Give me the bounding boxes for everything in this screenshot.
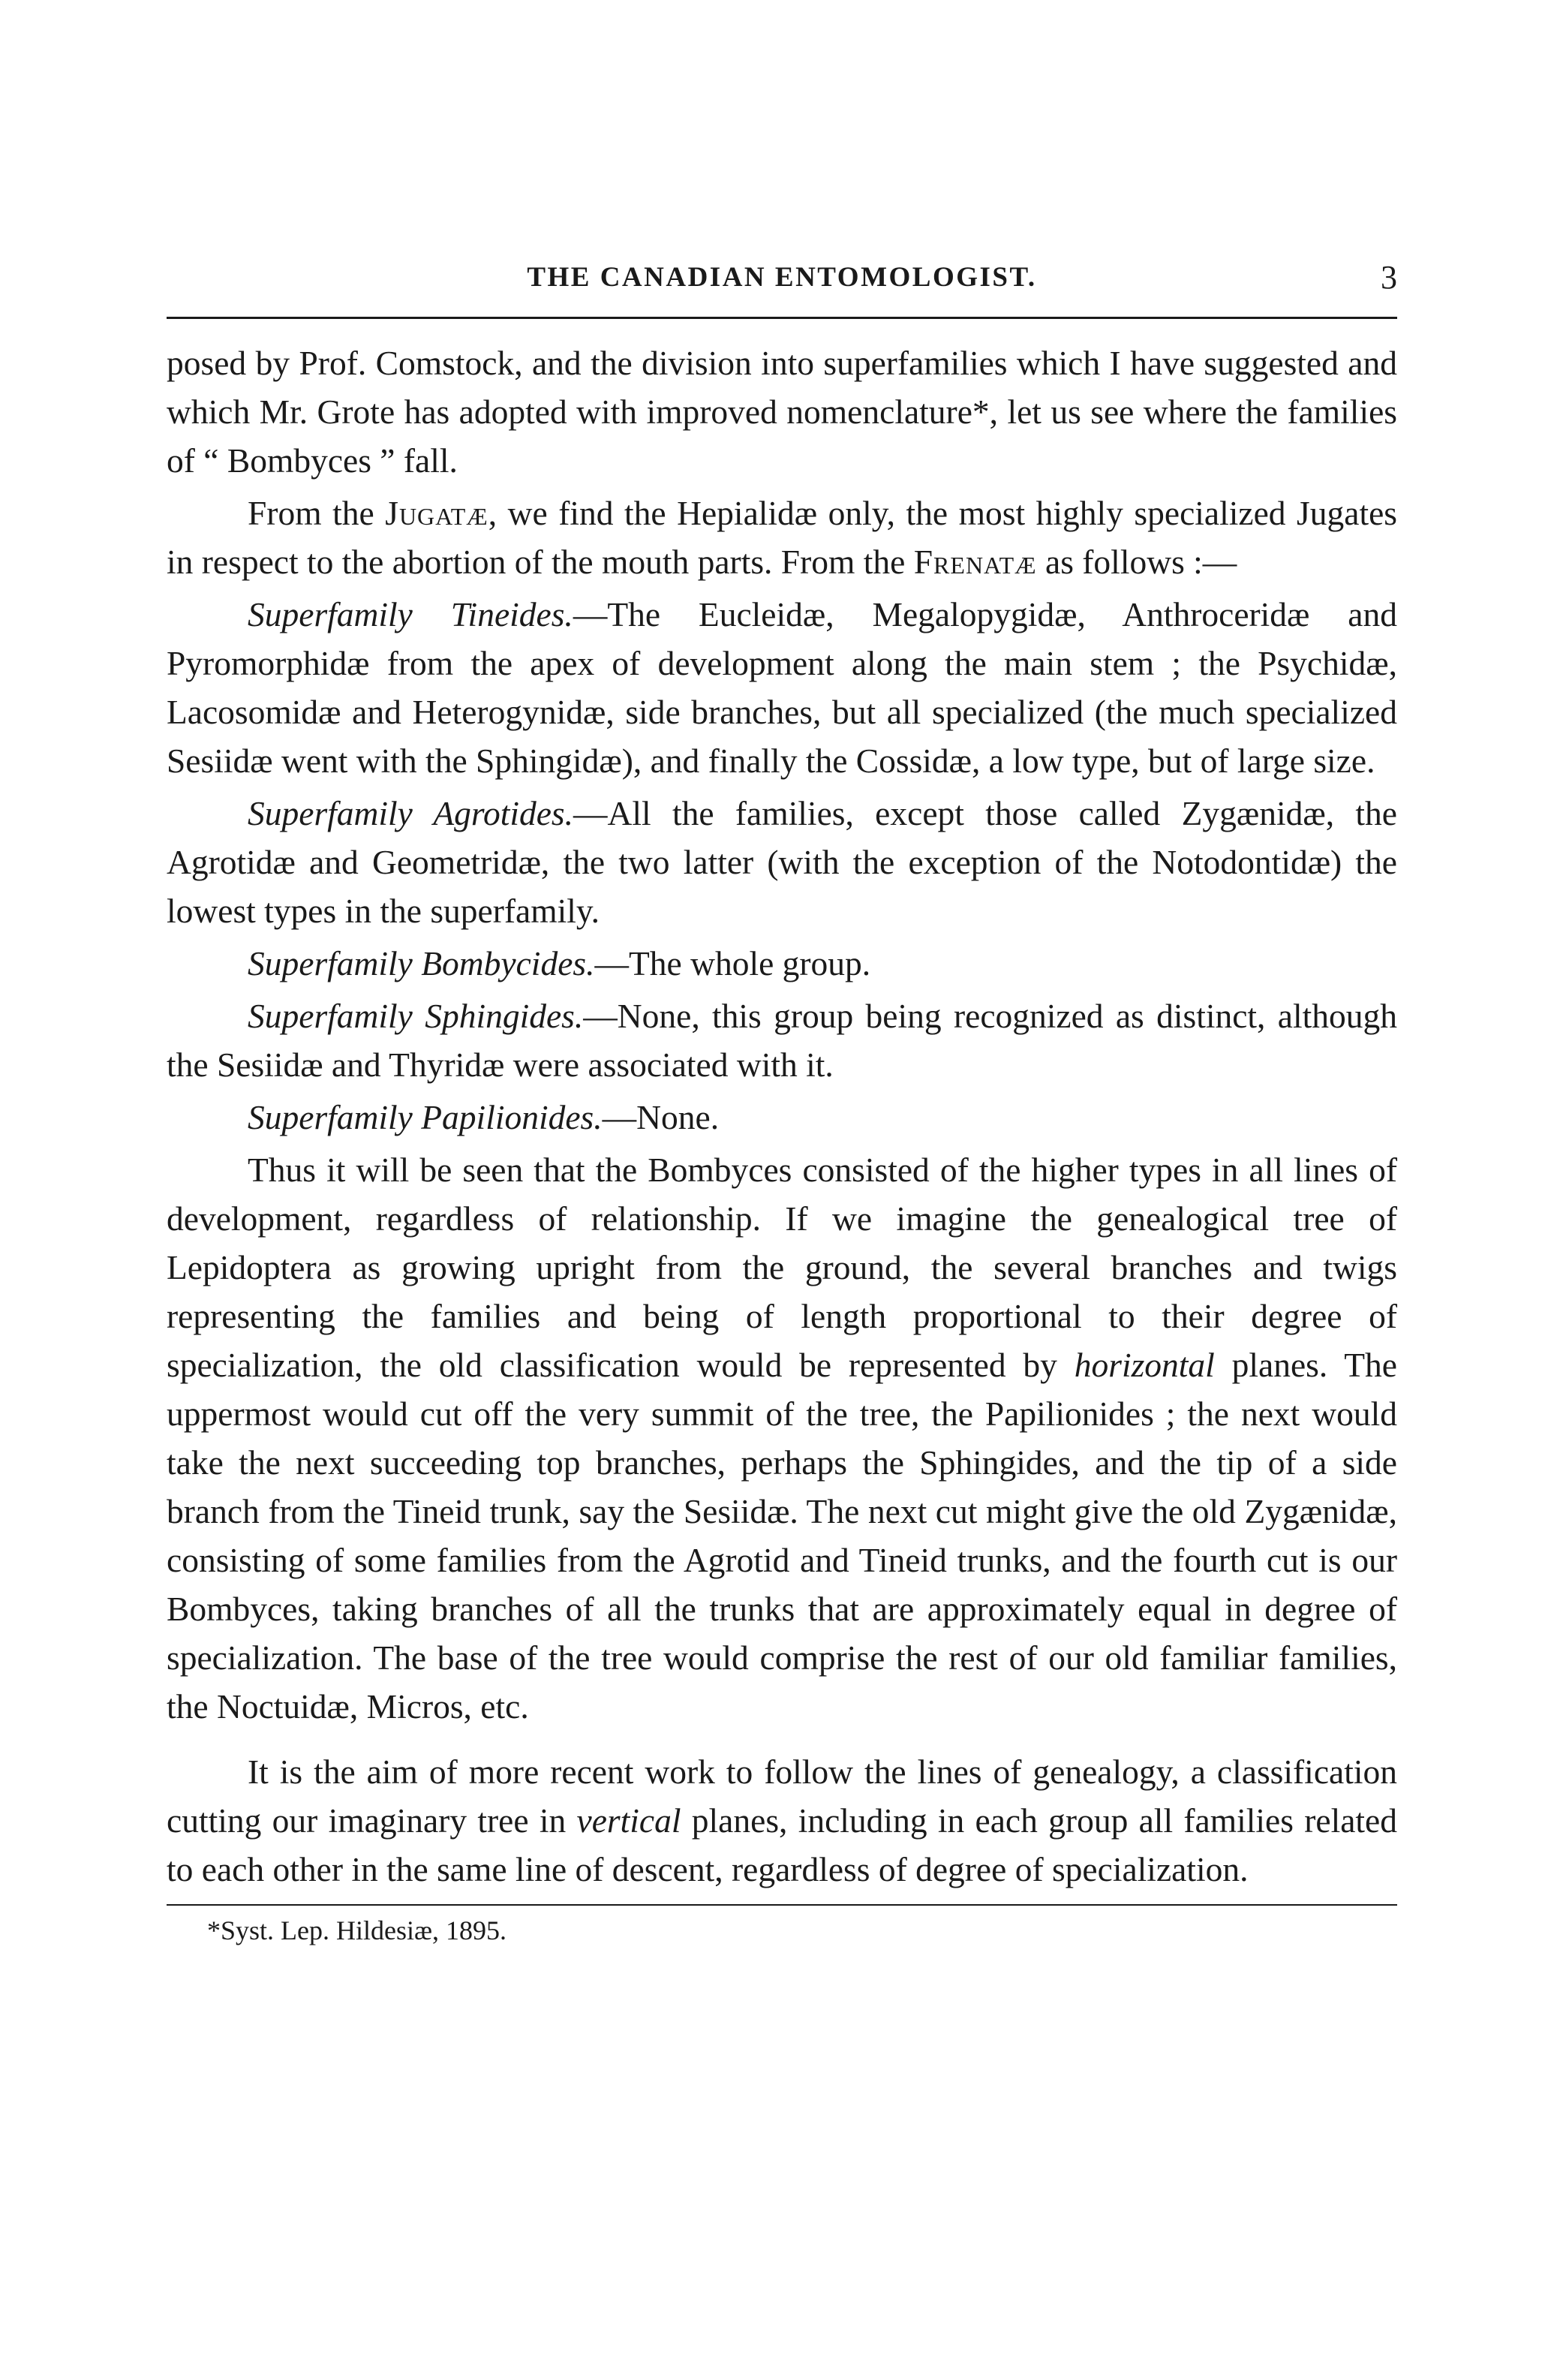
paragraph-thus-part-a: Thus it will be seen that the Bombyces consisted of the higher types in all lines of development, regardless of relationship. If we imagine the genealogical tree of Lepidoptera as growing upright from the ground, the several branches and twigs representing the families and being of length proportional to their degree of specialization, the old classification would be represented by <box>167 1151 1397 1384</box>
running-head <box>167 248 1397 300</box>
paragraph-2-part-a: From the <box>248 494 386 532</box>
papilionides-paragraph <box>167 1093 1397 1142</box>
papilionides-text: —None. <box>602 1098 720 1136</box>
paragraph-aim-part-b: planes, including in each group all families related to each other in the same line of descent, regardless of degree of specialization. <box>167 1801 1397 1888</box>
body-text <box>167 338 1397 1894</box>
jugatae-term: Jugatæ <box>385 494 488 532</box>
paragraph-aim <box>167 1747 1397 1894</box>
agrotides-paragraph <box>167 789 1397 935</box>
papilionides-heading: Superfamily Papilionides. <box>248 1098 603 1136</box>
footnote: *Syst. Lep. Hildesiæ, 1895. <box>207 1915 507 1945</box>
paragraph-thus <box>167 1145 1397 1731</box>
tineides-heading: Superfamily Tineides. <box>248 595 573 633</box>
vertical-term: vertical <box>576 1801 681 1840</box>
frenatae-term: Frenatæ <box>913 543 1037 581</box>
paragraph-1: posed by Prof. Comstock, and the division into superfamilies which I have suggested and which Mr. Grote has adopted with improved nomenclature*, let us see where the families of “ Bombyces ” fall. <box>167 344 1397 480</box>
agrotides-text: —All the families, except those called Zygænidæ, the Agrotidæ and Geometridæ, the two latter (with the exception of the Notodontidæ) the lowest types in the superfamily. <box>167 794 1397 930</box>
agrotides-heading: Superfamily Agrotides. <box>248 794 574 832</box>
tineides-text: —The Eucleidæ, Megalopygidæ, Anthroceridæ and Pyromorphidæ from the apex of development along the main stem ; the Psychidæ, Lacosomidæ and Heterogynidæ, side branches, but all specialized (the much specialized Sesiidæ went with the Sphingidæ), and finally the Cossidæ, a low type, but of large size. <box>167 595 1397 780</box>
tineides-paragraph <box>167 590 1397 785</box>
paragraph-thus-part-b: planes. The uppermost would cut off the very summit of the tree, the Papilionides ; the next would take the next succeeding top branches, perhaps the Sphingides, and the tip of a side branch from the Tineid trunk, say the Sesiidæ. The next cut might give the old Zygænidæ, consisting of some families from the Agrotid and Tineid trunks, and the fourth cut is our Bombyces, taking branches of all the trunks that are approximately equal in degree of specialization. The base of the tree would comprise the rest of our old familiar families, the Noctuidæ, Micros, etc. <box>167 1346 1397 1726</box>
header-rule <box>167 317 1397 319</box>
paragraph-2-part-c: as follows :— <box>1036 543 1237 581</box>
paragraph-2-part-b: , we find the Hepialidæ only, the most highly specialized Jugates in respect to the abortion of the mouth parts. From the <box>167 494 1397 581</box>
page <box>167 248 1397 1949</box>
paragraph-2 <box>167 489 1397 586</box>
paragraph-aim-part-a: It is the aim of more recent work to follow the lines of genealogy, a classification cutting our imaginary tree in <box>167 1753 1397 1840</box>
page-number: 3 <box>1381 259 1397 296</box>
running-title: THE CANADIAN ENTOMOLOGIST. <box>527 262 1037 293</box>
footnote-rule <box>167 1904 1397 1906</box>
sphingides-paragraph <box>167 991 1397 1089</box>
sphingides-text: —None, this group being recognized as distinct, although the Sesiidæ and Thyridæ were associated with it. <box>167 997 1397 1084</box>
sphingides-heading: Superfamily Sphingides. <box>248 997 584 1035</box>
bombycides-heading: Superfamily Bombycides. <box>248 944 595 982</box>
bombycides-text: —The whole group. <box>594 944 871 982</box>
horizontal-term: horizontal <box>1074 1346 1215 1384</box>
bombycides-paragraph <box>167 939 1397 988</box>
